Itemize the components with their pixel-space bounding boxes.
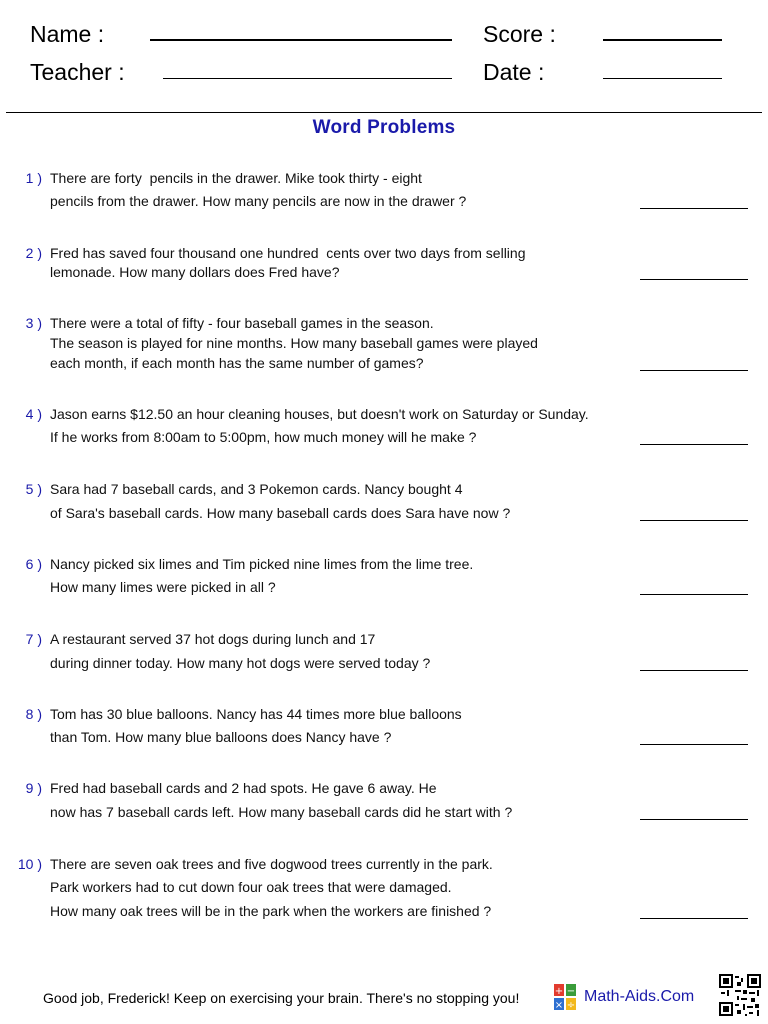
problem-number: 6 ) (25, 556, 42, 572)
problem-number: 10 ) (17, 856, 42, 872)
answer-line[interactable] (640, 520, 748, 521)
problem-number: 3 ) (25, 315, 42, 331)
svg-text:÷: ÷ (566, 1000, 576, 1011)
date-field-line[interactable] (603, 78, 722, 79)
problem-number: 4 ) (25, 406, 42, 422)
name-field-line[interactable] (150, 39, 452, 41)
name-label: Name : (30, 21, 105, 47)
problem-text-line: lemonade. How many dollars does Fred have? (50, 264, 340, 280)
problem-text-line: Fred has saved four thousand one hundred cents over two days from selling (50, 245, 526, 261)
problem-text-line: How many limes were picked in all ? (50, 579, 276, 595)
answer-line[interactable] (640, 918, 748, 919)
score-field-line[interactable] (603, 39, 722, 41)
answer-line[interactable] (640, 370, 748, 371)
answer-line[interactable] (640, 279, 748, 280)
problem-number: 7 ) (25, 631, 42, 647)
problem-number: 8 ) (25, 706, 42, 722)
problem-number: 9 ) (25, 780, 42, 796)
qr-code-icon (719, 974, 761, 1016)
problem-text-line: If he works from 8:00am to 5:00pm, how much money will he make ? (50, 429, 477, 445)
problem-number: 1 ) (25, 170, 42, 186)
svg-text:+: + (554, 986, 564, 997)
score-label: Score : (483, 21, 556, 47)
svg-text:×: × (554, 1000, 564, 1011)
answer-line[interactable] (640, 444, 748, 445)
teacher-field-line[interactable] (163, 78, 452, 79)
teacher-label: Teacher : (30, 59, 125, 85)
problem-text-line: There are forty pencils in the drawer. Mike took thirty - eight (50, 170, 422, 186)
problem-text-line: pencils from the drawer. How many pencils are now in the drawer ? (50, 193, 467, 209)
problem-text-line: of Sara's baseball cards. How many baseball cards does Sara have now ? (50, 505, 511, 521)
answer-line[interactable] (640, 819, 748, 820)
problem-text-line: Sara had 7 baseball cards, and 3 Pokemon cards. Nancy bought 4 (50, 481, 463, 497)
header-divider (6, 112, 762, 113)
problem-text-line: Nancy picked six limes and Tim picked nine limes from the lime tree. (50, 556, 474, 572)
problem-text-line: Jason earns $12.50 an hour cleaning houses, but doesn't work on Saturday or Sunday. (50, 406, 589, 422)
brand-link[interactable]: Math-Aids.Com (584, 988, 695, 1005)
answer-line[interactable] (640, 670, 748, 671)
problem-text-line: now has 7 baseball cards left. How many baseball cards did he start with ? (50, 804, 513, 820)
answer-line[interactable] (640, 594, 748, 595)
problem-text-line: How many oak trees will be in the park when the workers are finished ? (50, 903, 492, 919)
problem-text-line: There are seven oak trees and five dogwood trees currently in the park. (50, 856, 493, 872)
calculator-logo-icon (553, 983, 577, 1011)
problem-text-line: each month, if each month has the same number of games? (50, 355, 424, 371)
problem-text-line: Tom has 30 blue balloons. Nancy has 44 times more blue balloons (50, 706, 462, 722)
answer-line[interactable] (640, 744, 748, 745)
footer-message: Good job, Frederick! Keep on exercising your brain. There's no stopping you! (43, 990, 520, 1006)
problem-text-line: than Tom. How many blue balloons does Nancy have ? (50, 729, 392, 745)
answer-line[interactable] (640, 208, 748, 209)
date-label: Date : (483, 59, 545, 85)
problem-text-line: There were a total of fifty - four baseball games in the season. (50, 315, 434, 331)
problem-text-line: The season is played for nine months. How many baseball games were played (50, 335, 538, 351)
problem-text-line: A restaurant served 37 hot dogs during lunch and 17 (50, 631, 376, 647)
page-title: Word Problems (312, 117, 456, 138)
problem-text-line: Park workers had to cut down four oak trees that were damaged. (50, 879, 452, 895)
problem-number: 5 ) (25, 481, 42, 497)
problem-text-line: during dinner today. How many hot dogs were served today ? (50, 655, 431, 671)
problem-text-line: Fred had baseball cards and 2 had spots. He gave 6 away. He (50, 780, 437, 796)
svg-text:−: − (566, 986, 576, 997)
problem-number: 2 ) (25, 245, 42, 261)
